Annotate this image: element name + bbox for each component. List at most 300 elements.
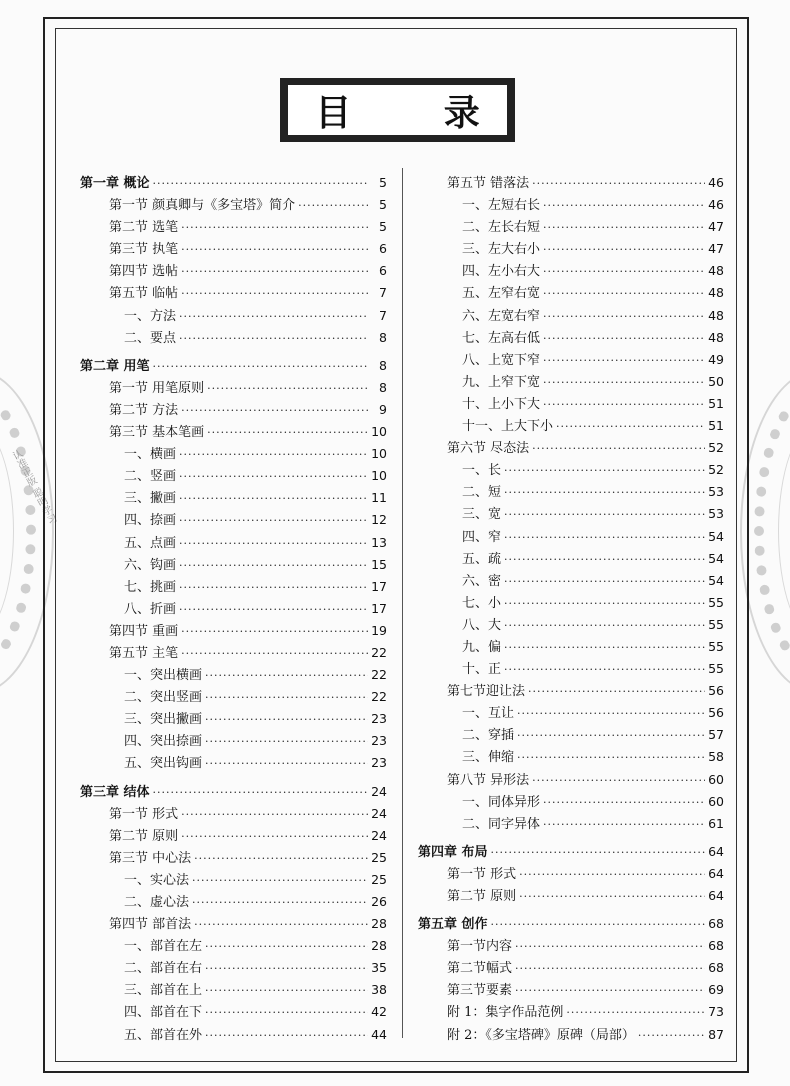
toc-entry-page: 10: [371, 424, 387, 440]
toc-leader-dots: [179, 537, 368, 550]
toc-leader-dots: [504, 464, 705, 477]
toc-leader-dots: [504, 663, 705, 676]
toc-leader-dots: [181, 647, 368, 660]
toc-entry-page: 73: [708, 1004, 724, 1020]
toc-entry-title: 第一节 形式: [109, 806, 179, 822]
toc-entry-title: 第四节 重画: [109, 623, 179, 639]
toc-entry[interactable]: [418, 791, 724, 813]
toc-title-box: [280, 78, 520, 142]
toc-entry[interactable]: [80, 664, 387, 686]
toc-entry-title: 六、左宽右窄: [462, 308, 541, 324]
toc-entry-page: 6: [379, 263, 387, 279]
toc-entry-page: 23: [371, 755, 387, 771]
toc-entry-page: 54: [708, 528, 724, 544]
toc-chapter-entry[interactable]: [80, 355, 387, 377]
toc-entry[interactable]: [80, 487, 387, 509]
toc-entry-page: 61: [708, 815, 724, 831]
toc-entry-page: 8: [379, 357, 387, 373]
toc-entry-title: 一、实心法: [124, 872, 190, 888]
toc-leader-dots: [192, 896, 368, 909]
toc-entry[interactable]: [418, 172, 724, 194]
toc-left-column: [80, 172, 387, 1046]
toc-entry-page: 28: [371, 938, 387, 954]
toc-entry[interactable]: [418, 885, 724, 907]
toc-entry-title: 一、部首在左: [124, 939, 203, 955]
toc-entry[interactable]: [418, 813, 724, 835]
toc-leader-dots: [504, 575, 705, 588]
toc-entry-title: 四、左小右大: [462, 264, 541, 280]
toc-entry-page: 44: [371, 1026, 387, 1042]
toc-entry-page: 24: [371, 783, 387, 799]
toc-entry[interactable]: [80, 465, 387, 487]
toc-entry[interactable]: [80, 598, 387, 620]
toc-leader-dots: [504, 597, 705, 610]
toc-entry[interactable]: [418, 1001, 724, 1023]
toc-leader-dots: [491, 918, 705, 931]
toc-leader-dots: [515, 962, 705, 975]
toc-entry-page: 24: [371, 827, 387, 843]
toc-entry-page: 42: [371, 1004, 387, 1020]
toc-entry-title: 第二节 原则: [447, 889, 517, 904]
toc-leader-dots: [181, 404, 368, 417]
toc-entry-title: 四、捺画: [124, 513, 177, 529]
toc-entry[interactable]: [418, 724, 724, 746]
toc-entry[interactable]: [80, 282, 387, 304]
toc-entry-page: 48: [708, 263, 724, 279]
toc-leader-dots: [205, 757, 368, 770]
toc-entry-title: 第四节 部首法: [109, 917, 192, 933]
toc-leader-dots: [179, 514, 368, 527]
toc-entry[interactable]: [80, 377, 387, 399]
toc-entry-page: 6: [379, 241, 387, 257]
toc-entry-page: 55: [708, 594, 724, 610]
toc-leader-dots: [153, 786, 368, 799]
toc-leader-dots: [181, 243, 368, 256]
toc-entry-page: 13: [371, 534, 387, 550]
toc-entry[interactable]: [418, 1024, 724, 1046]
page-title: 目 录: [315, 92, 520, 134]
toc-entry-page: 60: [708, 793, 724, 809]
toc-entry-title: 第三章 结体: [80, 784, 150, 800]
toc-entry-title: 二、左长右短: [462, 220, 541, 236]
toc-leader-dots: [205, 1006, 368, 1019]
toc-entry-page: 68: [708, 938, 724, 954]
toc-leader-dots: [543, 796, 705, 809]
toc-entry-title: 八、上宽下窄: [462, 352, 541, 368]
toc-entry-page: 52: [708, 440, 724, 456]
toc-entry-page: 17: [371, 600, 387, 616]
toc-leader-dots: [532, 177, 705, 190]
toc-entry-page: 19: [371, 622, 387, 638]
toc-entry-title: 七、挑画: [124, 579, 177, 595]
toc-leader-dots: [179, 332, 368, 345]
toc-entry[interactable]: [418, 746, 724, 768]
toc-leader-dots: [504, 619, 705, 632]
toc-entry-page: 5: [379, 219, 387, 235]
toc-entry-page: 69: [708, 982, 724, 998]
toc-chapter-entry[interactable]: [80, 781, 387, 803]
toc-entry-page: 54: [708, 572, 724, 588]
toc-entry-page: 49: [708, 351, 724, 367]
toc-leader-dots: [207, 382, 368, 395]
toc-leader-dots: [179, 470, 368, 483]
toc-leader-dots: [192, 874, 368, 887]
toc-entry-title: 一、同体异形: [462, 794, 541, 810]
toc-leader-dots: [543, 265, 705, 278]
toc-entry-page: 48: [708, 307, 724, 323]
toc-entry[interactable]: [418, 415, 724, 437]
toc-leader-dots: [543, 310, 705, 323]
toc-leader-dots: [543, 818, 705, 831]
toc-leader-dots: [517, 707, 705, 720]
toc-leader-dots: [528, 685, 705, 698]
toc-entry-title: 一、方法: [124, 308, 177, 324]
toc-entry-title: 四、突出捺画: [124, 734, 203, 750]
toc-leader-dots: [543, 287, 705, 300]
toc-entry[interactable]: [80, 532, 387, 554]
toc-leader-dots: [205, 713, 368, 726]
toc-leader-dots: [179, 559, 368, 572]
toc-leader-dots: [181, 287, 368, 300]
toc-entry[interactable]: [80, 708, 387, 730]
toc-leader-dots: [179, 581, 368, 594]
toc-entry-title: 五、疏: [462, 551, 502, 567]
toc-entry[interactable]: [418, 327, 724, 349]
toc-entry-page: 68: [708, 916, 724, 932]
toc-entry[interactable]: [418, 592, 724, 614]
toc-entry-title: 二、竖画: [124, 469, 177, 485]
toc-entry-title: 三、撇画: [124, 491, 177, 507]
toc-leader-dots: [181, 830, 368, 843]
toc-entry-page: 22: [371, 644, 387, 660]
toc-leader-dots: [566, 1006, 705, 1019]
toc-entry-page: 46: [708, 175, 724, 190]
toc-entry[interactable]: [80, 620, 387, 642]
toc-entry-title: 第八节 异形法: [447, 772, 530, 788]
toc-entry-title: 第二节 方法: [109, 402, 179, 418]
toc-entry-title: 十一、上大下小: [462, 419, 554, 435]
toc-entry-title: 第四章 布局: [418, 844, 488, 860]
toc-entry-page: 10: [371, 468, 387, 484]
toc-entry-page: 46: [708, 197, 724, 213]
toc-entry-title: 九、偏: [462, 639, 502, 655]
toc-entry-page: 22: [371, 667, 387, 683]
toc-entry-page: 48: [708, 285, 724, 301]
toc-entry-title: 九、上窄下宽: [462, 374, 541, 390]
toc-leader-dots: [179, 603, 368, 616]
toc-entry-page: 52: [708, 462, 724, 478]
toc-entry-page: 17: [371, 578, 387, 594]
toc-leader-dots: [179, 448, 368, 461]
toc-entry[interactable]: [418, 305, 724, 327]
toc-entry[interactable]: [80, 216, 387, 238]
toc-entry-page: 15: [371, 556, 387, 572]
toc-leader-dots: [181, 625, 368, 638]
toc-entry[interactable]: [80, 327, 387, 349]
toc-leader-dots: [532, 442, 705, 455]
toc-entry[interactable]: [80, 399, 387, 421]
toc-entry-page: 53: [708, 506, 724, 522]
toc-entry[interactable]: [418, 614, 724, 636]
toc-entry[interactable]: [418, 957, 724, 979]
toc-entry-page: 51: [708, 395, 724, 411]
toc-entry[interactable]: [418, 238, 724, 260]
toc-entry[interactable]: [80, 509, 387, 531]
toc-leader-dots: [205, 691, 368, 704]
toc-entry-title: 三、左大右小: [462, 242, 541, 258]
toc-entry-title: 第五节 主笔: [109, 645, 179, 661]
toc-entry-title: 第三节 执笔: [109, 242, 179, 258]
toc-leader-dots: [504, 531, 705, 544]
toc-entry-page: 60: [708, 771, 724, 787]
toc-leader-dots: [504, 486, 705, 499]
toc-entry-page: 5: [379, 197, 387, 213]
toc-entry-page: 53: [708, 484, 724, 500]
toc-entry-page: 58: [708, 749, 724, 765]
toc-leader-dots: [205, 1029, 368, 1042]
toc-leader-dots: [543, 376, 705, 389]
toc-entry-page: 28: [371, 916, 387, 932]
toc-entry-page: 7: [379, 307, 387, 323]
toc-entry-page: 56: [708, 683, 724, 699]
toc-entry-title: 二、同字异体: [462, 816, 541, 832]
toc-entry[interactable]: [80, 730, 387, 752]
toc-leader-dots: [179, 492, 368, 505]
toc-entry[interactable]: [418, 437, 724, 459]
toc-leader-dots: [515, 940, 705, 953]
toc-entry-page: 87: [708, 1026, 724, 1042]
toc-entry[interactable]: [80, 194, 387, 216]
toc-entry[interactable]: [418, 371, 724, 393]
toc-entry[interactable]: [80, 421, 387, 443]
toc-entry[interactable]: [418, 636, 724, 658]
toc-entry-title: 一、互让: [462, 706, 515, 722]
toc-entry[interactable]: [80, 935, 387, 957]
toc-entry-page: 47: [708, 219, 724, 235]
toc-entry-page: 8: [379, 329, 387, 345]
toc-leader-dots: [543, 398, 705, 411]
toc-entry-page: 24: [371, 805, 387, 821]
toc-entry-page: 26: [371, 894, 387, 909]
toc-entry-title: 第一节 颜真卿与《多宝塔》简介: [109, 198, 296, 214]
toc-entry-title: 第三节 基本笔画: [109, 425, 205, 441]
toc-leader-dots: [504, 553, 705, 566]
toc-entry-page: 35: [371, 960, 387, 976]
side-stamp: 认准正版 聪明学习: [8, 448, 58, 528]
toc-leader-dots: [504, 508, 705, 521]
toc-entry-title: 二、穿插: [462, 728, 515, 744]
toc-entry-title: 第五章 创作: [418, 917, 488, 933]
toc-leader-dots: [205, 940, 368, 953]
toc-entry-page: 7: [379, 285, 387, 301]
toc-chapter-entry[interactable]: [80, 172, 387, 194]
toc-leader-dots: [532, 774, 705, 787]
toc-entry-page: 64: [708, 888, 724, 903]
toc-leader-dots: [181, 221, 368, 234]
toc-leader-dots: [194, 852, 368, 865]
toc-entry[interactable]: [418, 459, 724, 481]
toc-leader-dots: [491, 846, 705, 859]
toc-entry-title: 六、钩画: [124, 557, 177, 573]
toc-entry-title: 第四节 选帖: [109, 264, 179, 280]
toc-entry-title: 五、突出钩画: [124, 756, 203, 772]
toc-entry[interactable]: [418, 216, 724, 238]
toc-leader-dots: [153, 177, 368, 190]
toc-entry-page: 10: [371, 446, 387, 462]
toc-entry[interactable]: [80, 891, 387, 913]
toc-entry-title: 五、点画: [124, 535, 177, 551]
toc-entry-title: 七、小: [462, 595, 502, 611]
toc-entry[interactable]: [418, 393, 724, 415]
toc-entry[interactable]: [418, 979, 724, 1001]
toc-entry[interactable]: [418, 769, 724, 791]
column-divider: [402, 168, 403, 1038]
toc-leader-dots: [543, 332, 705, 345]
toc-entry-page: 25: [371, 849, 387, 865]
toc-chapter-entry[interactable]: [418, 841, 724, 863]
toc-leader-dots: [153, 360, 368, 373]
toc-entry[interactable]: [418, 658, 724, 680]
toc-entry[interactable]: [80, 825, 387, 847]
toc-leader-dots: [181, 808, 368, 821]
toc-entry-page: 54: [708, 550, 724, 566]
toc-entry[interactable]: [80, 957, 387, 979]
toc-entry[interactable]: [80, 913, 387, 935]
toc-entry-page: 68: [708, 960, 724, 976]
toc-entry[interactable]: [418, 194, 724, 216]
toc-entry-page: 50: [708, 373, 724, 389]
toc-entry-title: 八、折画: [124, 601, 177, 617]
toc-entry-page: 22: [371, 689, 387, 705]
toc-entry-page: 23: [371, 711, 387, 727]
toc-entry[interactable]: [80, 979, 387, 1001]
toc-entry-page: 55: [708, 616, 724, 632]
toc-entry[interactable]: [418, 260, 724, 282]
toc-entry-title: 二、虚心法: [124, 895, 190, 910]
toc-entry-title: 第一节 形式: [447, 866, 517, 882]
toc-entry-title: 四、窄: [462, 529, 502, 545]
toc-entry-title: 十、正: [462, 662, 502, 678]
toc-entry[interactable]: [418, 349, 724, 371]
toc-entry[interactable]: [80, 443, 387, 465]
toc-entry-page: 55: [708, 661, 724, 677]
toc-entry-title: 五、部首在外: [124, 1027, 203, 1043]
toc-entry-page: 12: [371, 512, 387, 528]
toc-leader-dots: [205, 735, 368, 748]
toc-entry[interactable]: [418, 526, 724, 548]
toc-entry-title: 附 1：集字作品范例: [447, 1005, 564, 1021]
toc-entry-title: 三、伸缩: [462, 750, 515, 766]
toc-leader-dots: [179, 310, 368, 323]
toc-entry-page: 11: [371, 490, 387, 506]
toc-entry[interactable]: [418, 863, 724, 885]
toc-entry[interactable]: [80, 752, 387, 774]
toc-leader-dots: [519, 868, 705, 881]
toc-entry-page: 25: [371, 871, 387, 887]
toc-leader-dots: [543, 199, 705, 212]
toc-entry-title: 第二章 用笔: [80, 358, 150, 374]
toc-entry-title: 三、部首在上: [124, 983, 203, 999]
toc-entry-title: 一、长: [462, 463, 502, 479]
toc-chapter-entry[interactable]: [418, 913, 724, 935]
toc-entry-title: 一、突出横画: [124, 668, 203, 684]
toc-entry-title: 第三节 中心法: [109, 850, 192, 866]
toc-leader-dots: [543, 354, 705, 367]
toc-entry-title: 第五节 错落法: [447, 176, 530, 191]
toc-leader-dots: [556, 420, 705, 433]
toc-entry-title: 一、横画: [124, 447, 177, 463]
toc-entry-title: 二、部首在右: [124, 961, 203, 977]
toc-entry-title: 第一节 用笔原则: [109, 380, 205, 396]
toc-entry[interactable]: [418, 282, 724, 304]
toc-leader-dots: [517, 729, 705, 742]
toc-entry-title: 第二节 原则: [109, 828, 179, 844]
toc-entry[interactable]: [80, 576, 387, 598]
toc-entry-title: 四、部首在下: [124, 1005, 203, 1021]
toc-entry-title: 附 2：《多宝塔碑》原碑（局部）: [447, 1027, 635, 1043]
toc-entry[interactable]: [80, 238, 387, 260]
toc-entry[interactable]: [80, 869, 387, 891]
toc-leader-dots: [207, 426, 368, 439]
toc-entry-title: 二、突出竖画: [124, 690, 203, 706]
toc-leader-dots: [543, 243, 705, 256]
toc-leader-dots: [638, 1029, 705, 1042]
toc-entry[interactable]: [418, 481, 724, 503]
toc-entry[interactable]: [80, 305, 387, 327]
toc-leader-dots: [205, 669, 368, 682]
toc-entry[interactable]: [80, 1024, 387, 1046]
toc-entry-title: 第一章 概论: [80, 176, 150, 191]
toc-entry-page: 23: [371, 733, 387, 749]
toc-entry-title: 八、大: [462, 617, 502, 633]
toc-leader-dots: [515, 984, 705, 997]
toc-entry-page: 9: [379, 401, 387, 417]
toc-entry-title: 十、上小下大: [462, 396, 541, 412]
toc-entry-title: 第二节 选笔: [109, 220, 179, 236]
toc-entry-title: 第五节 临帖: [109, 286, 179, 302]
toc-entry-page: 48: [708, 329, 724, 345]
toc-right-column: [418, 172, 724, 1046]
toc-entry[interactable]: [80, 642, 387, 664]
toc-entry[interactable]: [80, 260, 387, 282]
toc-entry[interactable]: [418, 680, 724, 702]
toc-entry[interactable]: [80, 803, 387, 825]
toc-entry[interactable]: [418, 503, 724, 525]
toc-entry[interactable]: [80, 686, 387, 708]
toc-leader-dots: [194, 918, 368, 931]
toc-entry[interactable]: [418, 935, 724, 957]
toc-entry[interactable]: [80, 554, 387, 576]
toc-entry-title: 一、左短右长: [462, 198, 541, 214]
toc-entry[interactable]: [80, 847, 387, 869]
toc-entry[interactable]: [418, 570, 724, 592]
toc-entry[interactable]: [80, 1001, 387, 1023]
toc-leader-dots: [205, 984, 368, 997]
toc-entry[interactable]: [418, 548, 724, 570]
toc-entry-page: 64: [708, 865, 724, 881]
toc-entry-page: 47: [708, 241, 724, 257]
toc-entry-page: 5: [379, 175, 387, 190]
toc-entry[interactable]: [418, 702, 724, 724]
toc-entry-title: 第三节要素: [447, 983, 513, 999]
toc-entry-title: 第一节内容: [447, 939, 513, 955]
toc-entry-title: 第二节幅式: [447, 961, 513, 977]
toc-entry-title: 五、左窄右宽: [462, 286, 541, 302]
toc-leader-dots: [543, 221, 705, 234]
toc-entry-page: 55: [708, 638, 724, 654]
toc-leader-dots: [205, 962, 368, 975]
toc-entry-title: 第六节 尽态法: [447, 441, 530, 457]
